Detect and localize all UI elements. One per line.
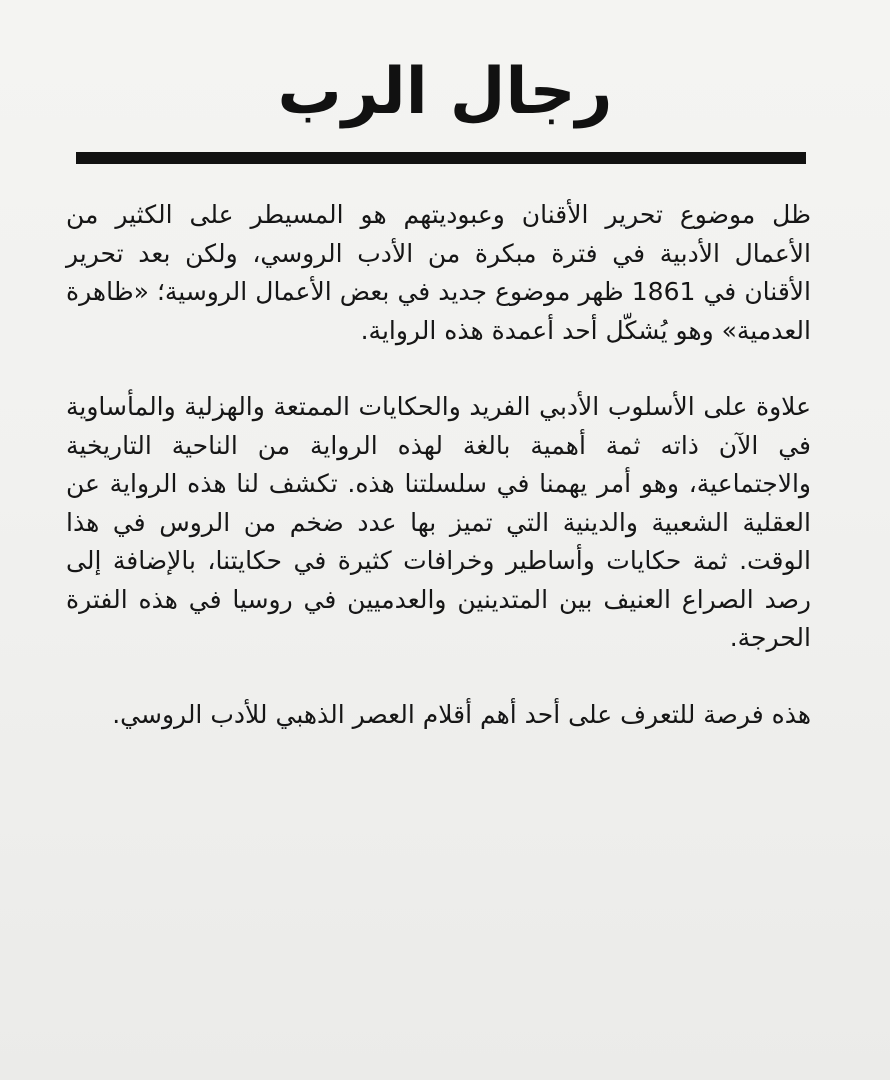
book-title: رجال الرب (277, 55, 613, 129)
blurb-text (66, 196, 811, 734)
blurb-paragraph-3: هذه فرصة للتعرف على أحد أهم أقلام العصر الذهبي للأدب الروسي. (112, 699, 811, 729)
blurb-paragraph-2: علاوة على الأسلوب الأدبي الفريد والحكايات الممتعة والهزلية والمأساوية في الآن ذاته ثمة أهمية بالغة لهذه الرواية من الناحية التاريخية والاجتماعية، وهو أمر يهمنا في سلسلتنا هذه. تكشف لنا هذه الرواية عن العقلية الشعبية والدينية التي تميز بها عدد ضخم من الروس في هذا الوقت. ثمة حكايات وأساطير وخرافات كثيرة في حكايتنا، بالإضافة إلى رصد الصراع العنيف بين المتدينين والعدميين في روسيا في هذه الفترة الحرجة. (66, 392, 811, 652)
blurb-paragraph-1: ظل موضوع تحرير الأقنان وعبوديتهم هو المسيطر على الكثير من الأعمال الأدبية في فترة مبكرة من الأدب الروسي، ولكن بعد تحرير الأقنان في 1861 ظهر موضوع جديد في بعض الأعمال الروسية؛ «ظاهرة العدمية» وهو يُشكّل أحد أعمدة هذه الرواية. (66, 200, 811, 345)
title-divider (76, 152, 806, 164)
